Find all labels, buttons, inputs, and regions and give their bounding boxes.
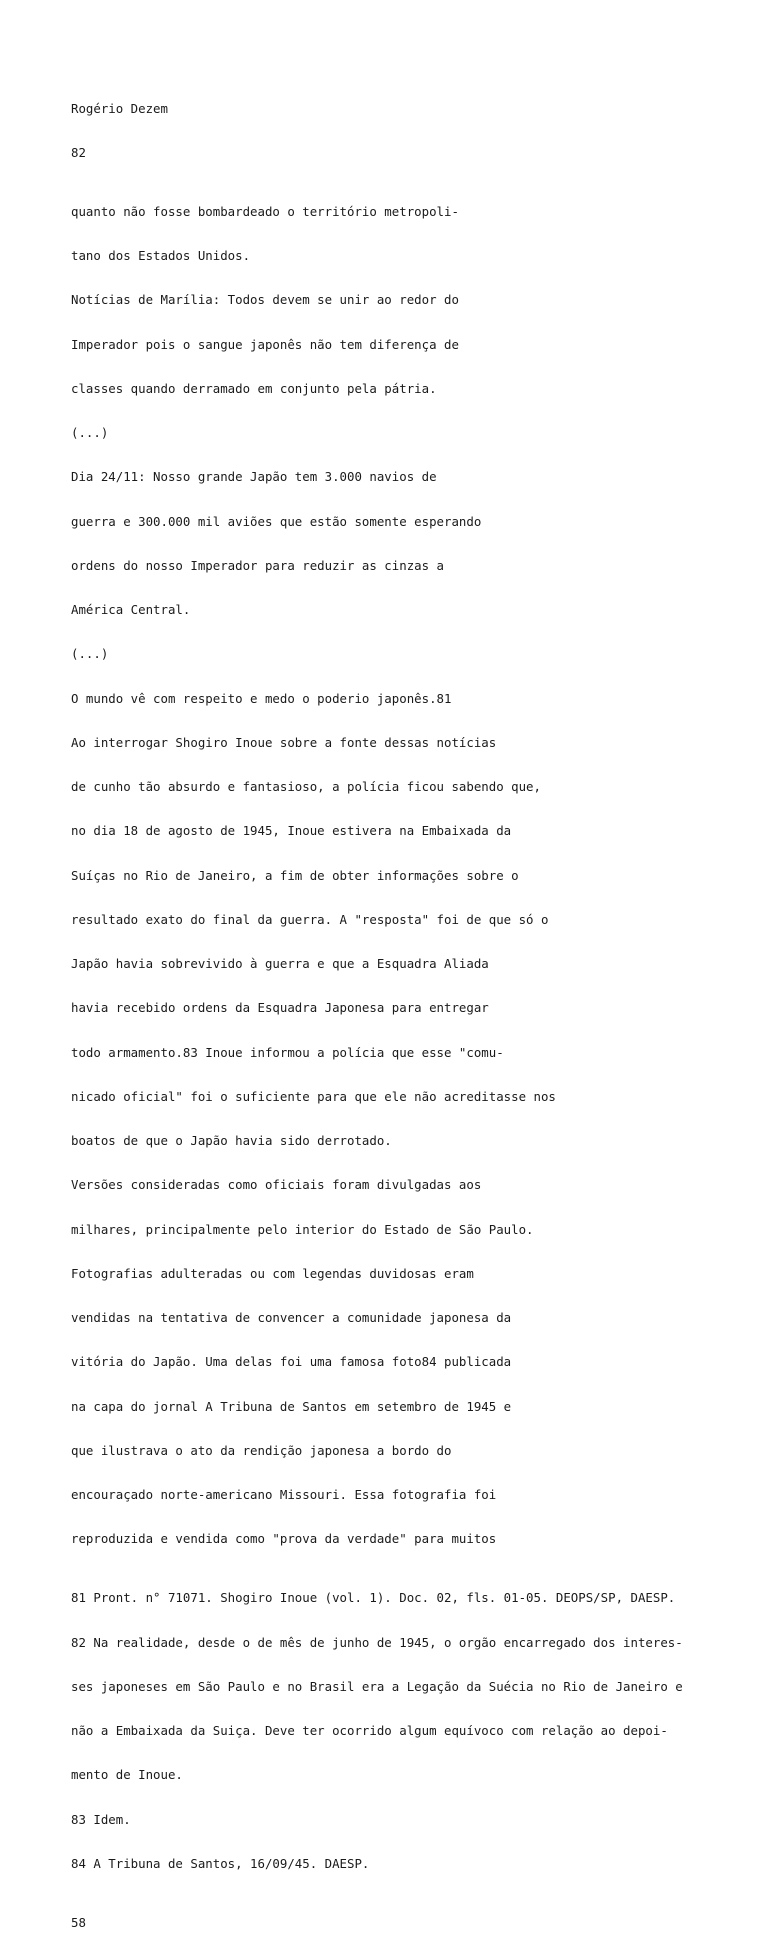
footnote-line: mento de Inoue. [71,1767,183,1783]
body-line: resultado exato do final da guerra. A "resposta" foi de que só o [71,911,549,927]
body-line: quanto não fosse bombardeado o território metropoli- [71,203,459,219]
body-line: Japão havia sobrevivido à guerra e que a Esquadra Aliada [71,956,489,971]
body-line: havia recebido ordens da Esquadra Japonesa para entregar [71,1000,489,1016]
page-number-top: 82 [71,144,86,160]
body-line: boatos de que o Japão havia sido derrotado. [71,1133,392,1148]
footnote-line: 82 Na realidade, desde o de mês de junho de 1945, o orgão encarregado dos interes- [71,1634,683,1650]
body-line: Suíças no Rio de Janeiro, a fim de obter informações sobre o [71,867,519,883]
body-line: vendidas na tentativa de convencer a comunidade japonesa da [71,1310,512,1325]
footnote-line: 83 Idem. [71,1811,131,1827]
body-line: classes quando derramado em conjunto pela pátria. [71,380,437,396]
body-line: tano dos Estados Unidos. [71,248,251,263]
body-line: nicado oficial" foi o suficiente para que ele não acreditasse nos [71,1088,556,1104]
body-line: guerra e 300.000 mil aviões que estão somente esperando [71,513,482,529]
footnote-line: ses japoneses em São Paulo e no Brasil era a Legação da Suécia no Rio de Janeiro e [71,1678,683,1694]
body-line: na capa do jornal A Tribuna de Santos em setembro de 1945 e [71,1398,512,1414]
body-line: América Central. [71,602,191,617]
body-line: Dia 24/11: Nosso grande Japão tem 3.000 navios de [71,469,437,485]
body-line: encouraçado norte-americano Missouri. Essa fotografia foi [71,1487,497,1502]
footnote-line: 84 A Tribuna de Santos, 16/09/45. DAESP. [71,1855,370,1871]
body-line: O mundo vê com respeito e medo o poderio japonês.81 [71,690,452,706]
body-line: (...) [71,646,109,662]
body-line: (...) [71,425,109,440]
body-line: Versões consideradas como oficiais foram divulgadas aos [71,1177,482,1193]
body-line: vitória do Japão. Uma delas foi uma famosa foto84 publicada [71,1354,512,1370]
body-line: Fotografias adulteradas ou com legendas duvidosas eram [71,1265,474,1281]
footnote-line: não a Embaixada da Suiça. Deve ter ocorrido algum equívoco com relação ao depoi- [71,1723,668,1738]
running-head: Rogério Dezem [71,100,168,116]
body-line: todo armamento.83 Inoue informou a polícia que esse "comu- [71,1044,504,1060]
body-line: milhares, principalmente pelo interior do Estado de São Paulo. [71,1221,534,1237]
body-line: reproduzida e vendida como "prova da verdade" para muitos [71,1531,497,1547]
body-line: que ilustrava o ato da rendição japonesa a bordo do [71,1442,452,1458]
body-line: de cunho tão absurdo e fantasioso, a polícia ficou sabendo que, [71,779,541,794]
body-line: Ao interrogar Shogiro Inoue sobre a fonte dessas notícias [71,734,497,750]
body-line: no dia 18 de agosto de 1945, Inoue estivera na Embaixada da [71,823,512,839]
body-line: Imperador pois o sangue japonês não tem diferença de [71,336,459,352]
body-line: Notícias de Marília: Todos devem se unir ao redor do [71,292,459,308]
page-number-bottom: 58 [71,1914,86,1930]
document-page [71,72,761,1945]
body-line: ordens do nosso Imperador para reduzir as cinzas a [71,557,444,573]
footnote-line: 81 Pront. n° 71071. Shogiro Inoue (vol. 1). Doc. 02, fls. 01-05. DEOPS/SP, DAESP. [71,1590,676,1606]
